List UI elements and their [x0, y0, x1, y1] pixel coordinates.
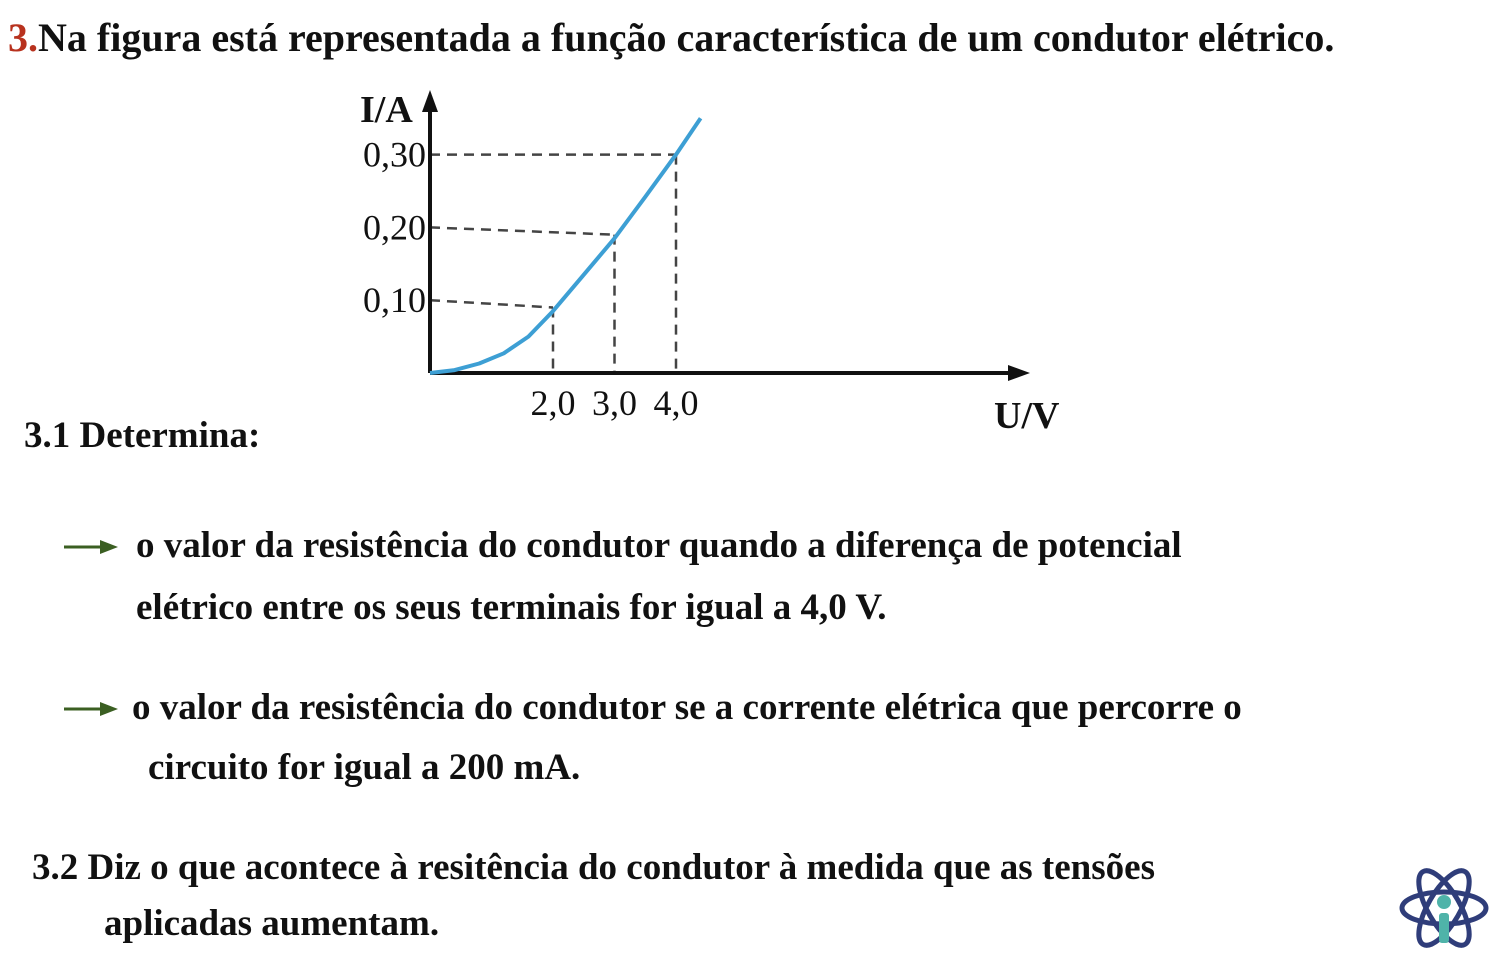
- question-text: Na figura está representada a função característica de um condutor elétrico.: [38, 15, 1335, 60]
- question-number: 3.: [8, 15, 38, 60]
- item-2-line-2: circuito for igual a 200 mA.: [148, 747, 581, 788]
- x-axis-label: U/V: [994, 395, 1060, 437]
- atom-info-icon: [1398, 866, 1490, 950]
- y-axis-arrowhead: [422, 90, 438, 112]
- horizontal-guide-line: [430, 300, 553, 307]
- x-tick-label: 2,0: [530, 383, 576, 423]
- y-tick-label: 0,10: [363, 280, 426, 321]
- item-2-line-1: o valor da resistência do condutor se a corrente elétrica que percorre o: [132, 687, 1242, 728]
- tick-labels: [363, 135, 699, 423]
- arrow-right-icon: [64, 537, 120, 557]
- section-2-line-1: 3.2 Diz o que acontece à resitência do condutor à medida que as tensões: [32, 847, 1155, 888]
- x-tick-label: 3,0: [592, 383, 637, 423]
- x-tick-label: 4,0: [653, 383, 699, 423]
- x-axis-arrowhead: [1008, 365, 1030, 381]
- y-tick-label: 0,20: [363, 207, 426, 248]
- guide-lines: [430, 155, 676, 373]
- chart-axes: [422, 90, 1030, 381]
- section-2-line-2: aplicadas aumentam.: [104, 903, 440, 944]
- characteristic-chart: [330, 80, 1090, 440]
- horizontal-guide-line: [430, 227, 615, 234]
- arrow-right-icon: [64, 699, 120, 719]
- series-line: [430, 118, 701, 373]
- y-axis-label: I/A: [360, 89, 413, 131]
- item-1-line-2: elétrico entre os seus terminais for igual a 4,0 V.: [136, 587, 887, 628]
- y-tick-label: 0,30: [363, 134, 426, 175]
- item-1-line-1: o valor da resistência do condutor quando a diferença de potencial: [136, 525, 1182, 566]
- question-title: [8, 14, 1334, 61]
- chart-series: [430, 118, 701, 373]
- section-1-heading: 3.1 Determina:: [24, 415, 261, 456]
